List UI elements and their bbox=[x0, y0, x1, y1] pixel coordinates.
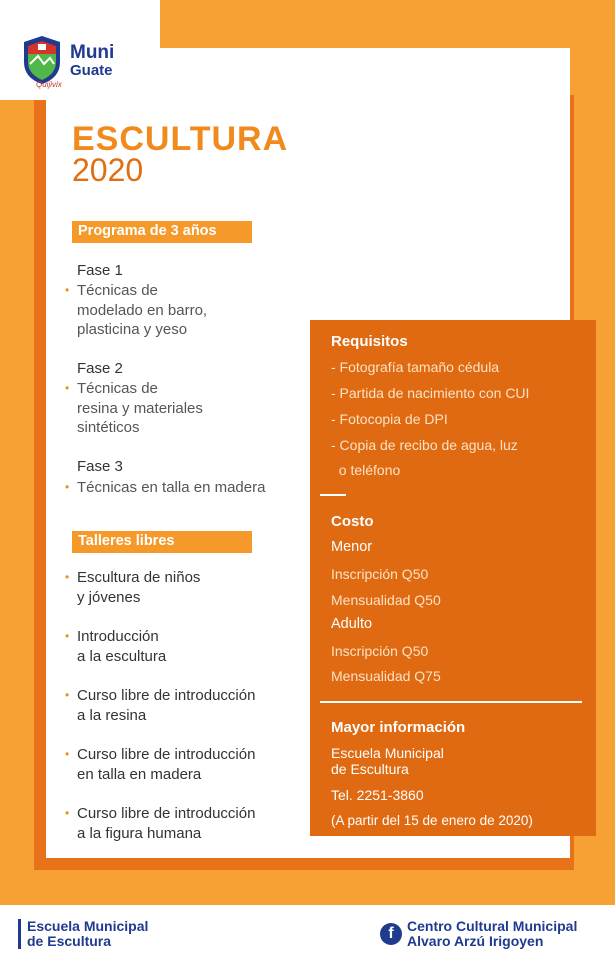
page-title: ESCULTURA bbox=[72, 120, 289, 158]
costo-menor-inscripcion: Inscripción Q50 bbox=[331, 566, 429, 582]
facebook-icon[interactable]: f bbox=[380, 923, 402, 945]
logo-line-1: Muni bbox=[70, 42, 115, 63]
bullet-icon: • bbox=[65, 629, 70, 643]
requisitos-heading: Requisitos bbox=[331, 333, 408, 350]
fase-1-title: Fase 1 bbox=[77, 262, 123, 279]
logo-text bbox=[70, 44, 114, 80]
costo-adulto-inscripcion: Inscripción Q50 bbox=[331, 643, 429, 659]
taller-item: • Escultura de niños y jóvenes bbox=[65, 569, 201, 606]
taller-item: • Curso libre de introducción en talla en madera bbox=[65, 746, 256, 783]
footer bbox=[0, 905, 615, 960]
requisito-item: o teléfono bbox=[331, 462, 401, 478]
footer-right-line-1: Centro Cultural Municipal bbox=[407, 918, 578, 934]
divider bbox=[320, 701, 582, 703]
fase-1-description: • Técnicas de modelado en barro, plasticina y yeso bbox=[65, 282, 208, 338]
divider bbox=[320, 494, 346, 496]
taller-item: • Introducción a la escultura bbox=[65, 628, 167, 665]
logo-line-2: Guate bbox=[70, 62, 113, 79]
page-year: 2020 bbox=[72, 152, 144, 188]
info-phone: Tel. 2251-3860 bbox=[331, 787, 424, 803]
fase-3-description: • Técnicas en talla en madera bbox=[65, 479, 266, 496]
info-heading: Mayor información bbox=[331, 719, 466, 736]
requisito-item: - Fotografía tamaño cédula bbox=[331, 359, 500, 375]
costo-menor-label: Menor bbox=[331, 539, 373, 555]
logo-signature: Quijivix bbox=[36, 80, 62, 89]
info-panel bbox=[310, 320, 596, 836]
footer-right-line-2: Alvaro Arzú Irigoyen bbox=[407, 933, 544, 949]
bullet-icon: • bbox=[65, 747, 70, 761]
requisito-item: - Fotocopia de DPI bbox=[331, 411, 448, 427]
bullet-icon: • bbox=[65, 480, 70, 494]
info-school-line-1: Escuela Municipal bbox=[331, 745, 444, 761]
footer-left-line-1: Escuela Municipal bbox=[27, 918, 149, 934]
info-school-line-2: de Escultura bbox=[331, 761, 409, 777]
shield-icon bbox=[20, 34, 64, 86]
fase-3-title: Fase 3 bbox=[77, 458, 123, 475]
requisito-item: - Copia de recibo de agua, luz bbox=[331, 437, 518, 453]
bullet-icon: • bbox=[65, 570, 70, 584]
logo-area bbox=[0, 0, 160, 100]
taller-item: • Curso libre de introducción a la figura humana bbox=[65, 805, 256, 842]
bullet-icon: • bbox=[65, 688, 70, 702]
costo-adulto-mensualidad: Mensualidad Q75 bbox=[331, 668, 441, 684]
talleres-heading: Talleres libres bbox=[72, 531, 252, 553]
bullet-icon: • bbox=[65, 381, 70, 395]
footer-left-line-2: de Escultura bbox=[27, 933, 112, 949]
costo-adulto-label: Adulto bbox=[331, 616, 373, 632]
fase-2-title: Fase 2 bbox=[77, 360, 123, 377]
info-note: (A partir del 15 de enero de 2020) bbox=[331, 813, 533, 828]
taller-item: • Curso libre de introducción a la resina bbox=[65, 687, 256, 724]
footer-left bbox=[18, 919, 148, 949]
requisito-item: - Partida de nacimiento con CUI bbox=[331, 385, 530, 401]
costo-menor-mensualidad: Mensualidad Q50 bbox=[331, 592, 441, 608]
fase-2-description: • Técnicas de resina y materiales sintéticos bbox=[65, 380, 203, 436]
bullet-icon: • bbox=[65, 283, 70, 297]
footer-right bbox=[407, 919, 577, 949]
costo-heading: Costo bbox=[331, 513, 374, 530]
programa-heading: Programa de 3 años bbox=[72, 221, 252, 243]
bullet-icon: • bbox=[65, 806, 70, 820]
